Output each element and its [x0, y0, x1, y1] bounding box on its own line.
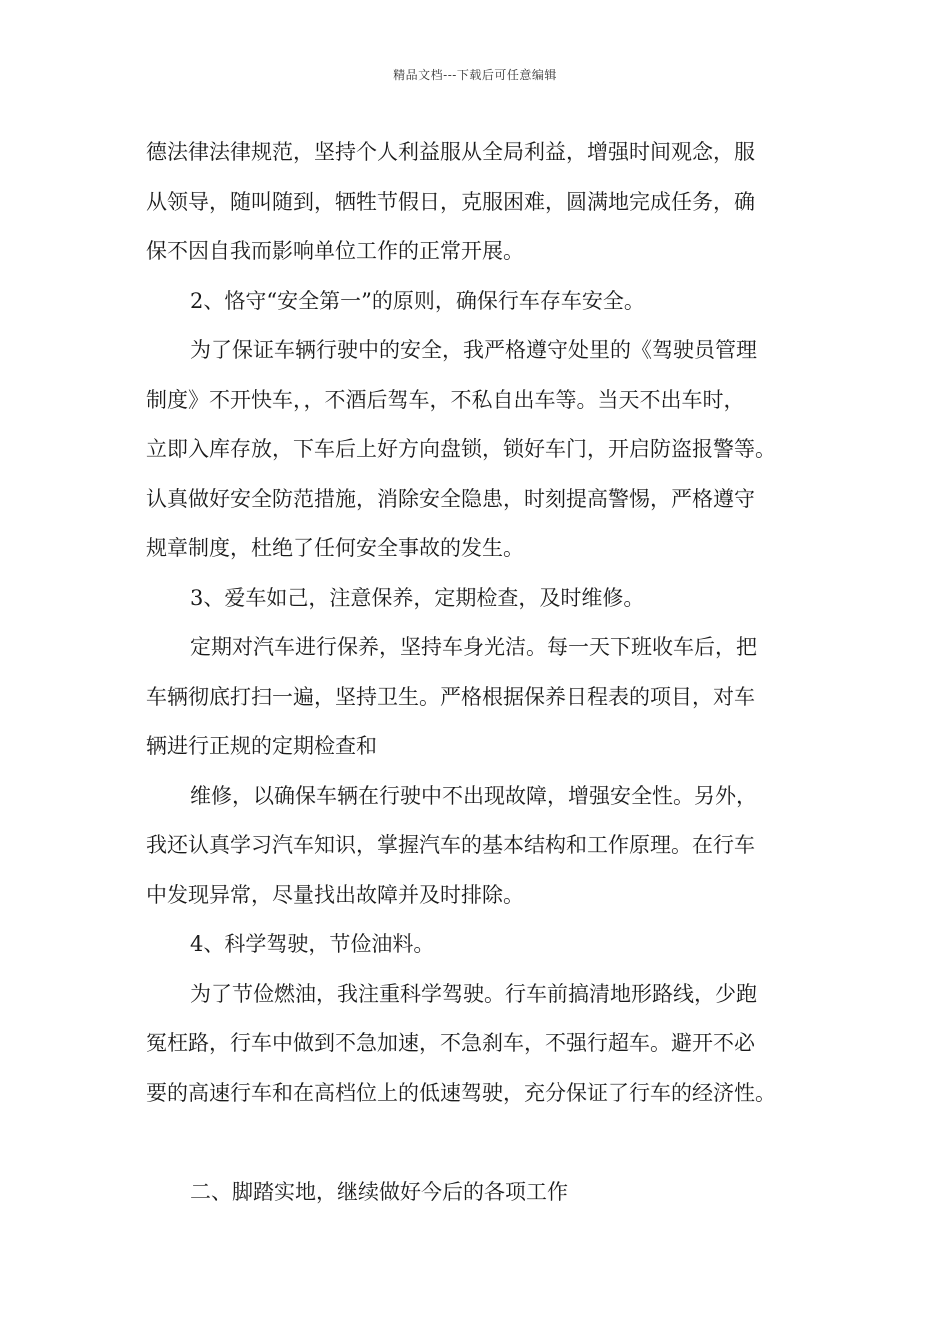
page-header: 精品文档---下载后可任意编辑 — [393, 68, 557, 82]
text-line: 保不因自我而影响单位工作的正常开展。 — [146, 239, 524, 263]
text-line: 要的高速行车和在高档位上的低速驾驶，充分保证了行车的经济性。 — [146, 1080, 776, 1105]
text-line: 中发现异常，尽量找出故障并及时排除。 — [146, 882, 524, 907]
text-line: 德法律法律规范，坚持个人利益服从全局利益，增强时间观念，服 — [146, 140, 755, 164]
text-line: 定期对汽车进行保养，坚持车身光洁。每一天下班收车后，把 — [190, 635, 757, 659]
text-line: 我还认真学习汽车知识，掌握汽车的基本结构和工作原理。在行车 — [146, 833, 755, 857]
text-line: 维修，以确保车辆在行驶中不出现故障，增强安全性。另外， — [190, 783, 757, 808]
chapter-heading-2: 二、脚踏实地，继续做好今后的各项工作 — [190, 1179, 568, 1204]
blank-line — [146, 1118, 826, 1168]
text-line: 制度》不开快车，，不酒后驾车，不私自出车等。当天不出车时， — [146, 387, 745, 412]
text-line: 冤枉路，行车中做到不急加速，不急刹车，不强行超车。避开不必 — [146, 1031, 755, 1055]
text-line: 从领导，随叫随到，牺牲节假日，克服困难，圆满地完成任务，确 — [146, 189, 755, 214]
section-heading-3: 3、爱车如己，注意保养，定期检查，及时维修。 — [190, 585, 645, 610]
text-line: 立即入库存放，下车后上好方向盘锁，锁好车门，开启防盗报警等。 — [146, 437, 776, 461]
text-line: 车辆彻底打扫一遍，坚持卫生。严格根据保养日程表的项目，对车 — [146, 684, 755, 709]
section-heading-2: 2、恪守“安全第一”的原则，确保行车存车安全。 — [190, 288, 645, 313]
text-line: 规章制度，杜绝了任何安全事故的发生。 — [146, 536, 524, 560]
text-line: 为了节俭燃油，我注重科学驾驶。行车前搞清地形路线，少跑 — [190, 981, 757, 1006]
text-line: 认真做好安全防范措施，消除安全隐患，时刻提高警惕，严格遵守 — [146, 486, 755, 511]
text-line: 辆进行正规的定期检查和 — [146, 734, 377, 758]
text-line: 为了保证车辆行驶中的安全，我严格遵守处里的《驾驶员管理 — [190, 338, 757, 362]
section-heading-4: 4、科学驾驶，节俭油料。 — [190, 932, 435, 956]
body-text — [146, 128, 826, 1217]
